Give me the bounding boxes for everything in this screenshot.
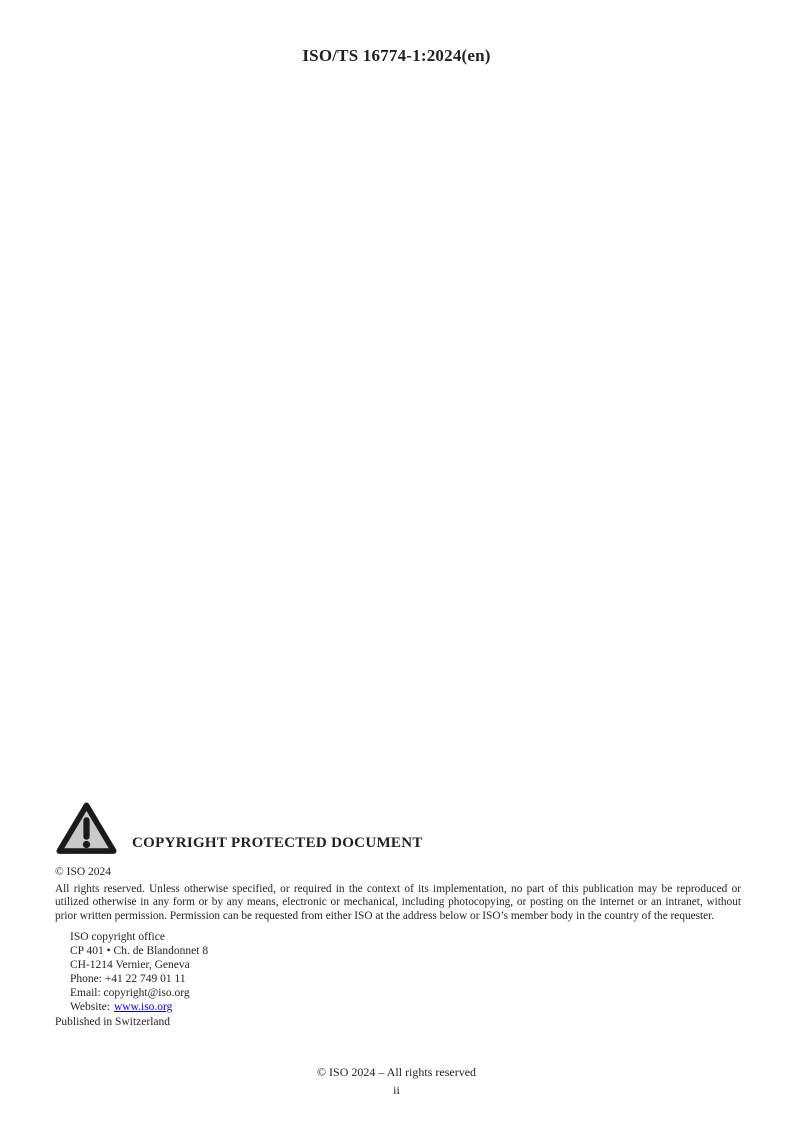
address-email-line: Email: copyright@iso.org <box>70 987 190 1000</box>
copyright-notice-text: All rights reserved. Unless otherwise specified, or required in the context of its implementation, no part of this publication may be reproduced or utilized otherwise in any form or by any means, electronic or mechanical, including photocopying, or posting on the internet or an intranet, without prior written permission. Permission can be requested from either ISO at the address below or ISO’s member body in the country of the requester. <box>55 883 741 922</box>
address-website-line <box>70 1000 741 1014</box>
address-street-line: CP 401 • Ch. de Blandonnet 8 <box>70 945 209 958</box>
footer-copyright: © ISO 2024 – All rights reserved <box>316 1065 477 1079</box>
page-title: ISO/TS 16774-1:2024(en) <box>302 46 491 65</box>
website-label: Website: <box>70 1001 110 1014</box>
address-office-line: ISO copyright office <box>70 931 165 944</box>
copyright-section <box>55 801 741 1029</box>
published-line: Published in Switzerland <box>55 1016 170 1029</box>
copyright-section-heading: COPYRIGHT PROTECTED DOCUMENT <box>132 835 423 851</box>
warning-triangle-icon <box>55 801 118 856</box>
iso-copyright-line: © ISO 2024 <box>55 866 112 878</box>
copyright-heading-row <box>55 801 741 856</box>
page-number: ii <box>393 1083 400 1097</box>
address-phone-line: Phone: +41 22 749 01 11 <box>70 973 186 986</box>
iso-website-link[interactable]: www.iso.org <box>113 1001 173 1014</box>
iso-address-block <box>70 930 741 1014</box>
address-city-line: CH-1214 Vernier, Geneva <box>70 959 190 972</box>
